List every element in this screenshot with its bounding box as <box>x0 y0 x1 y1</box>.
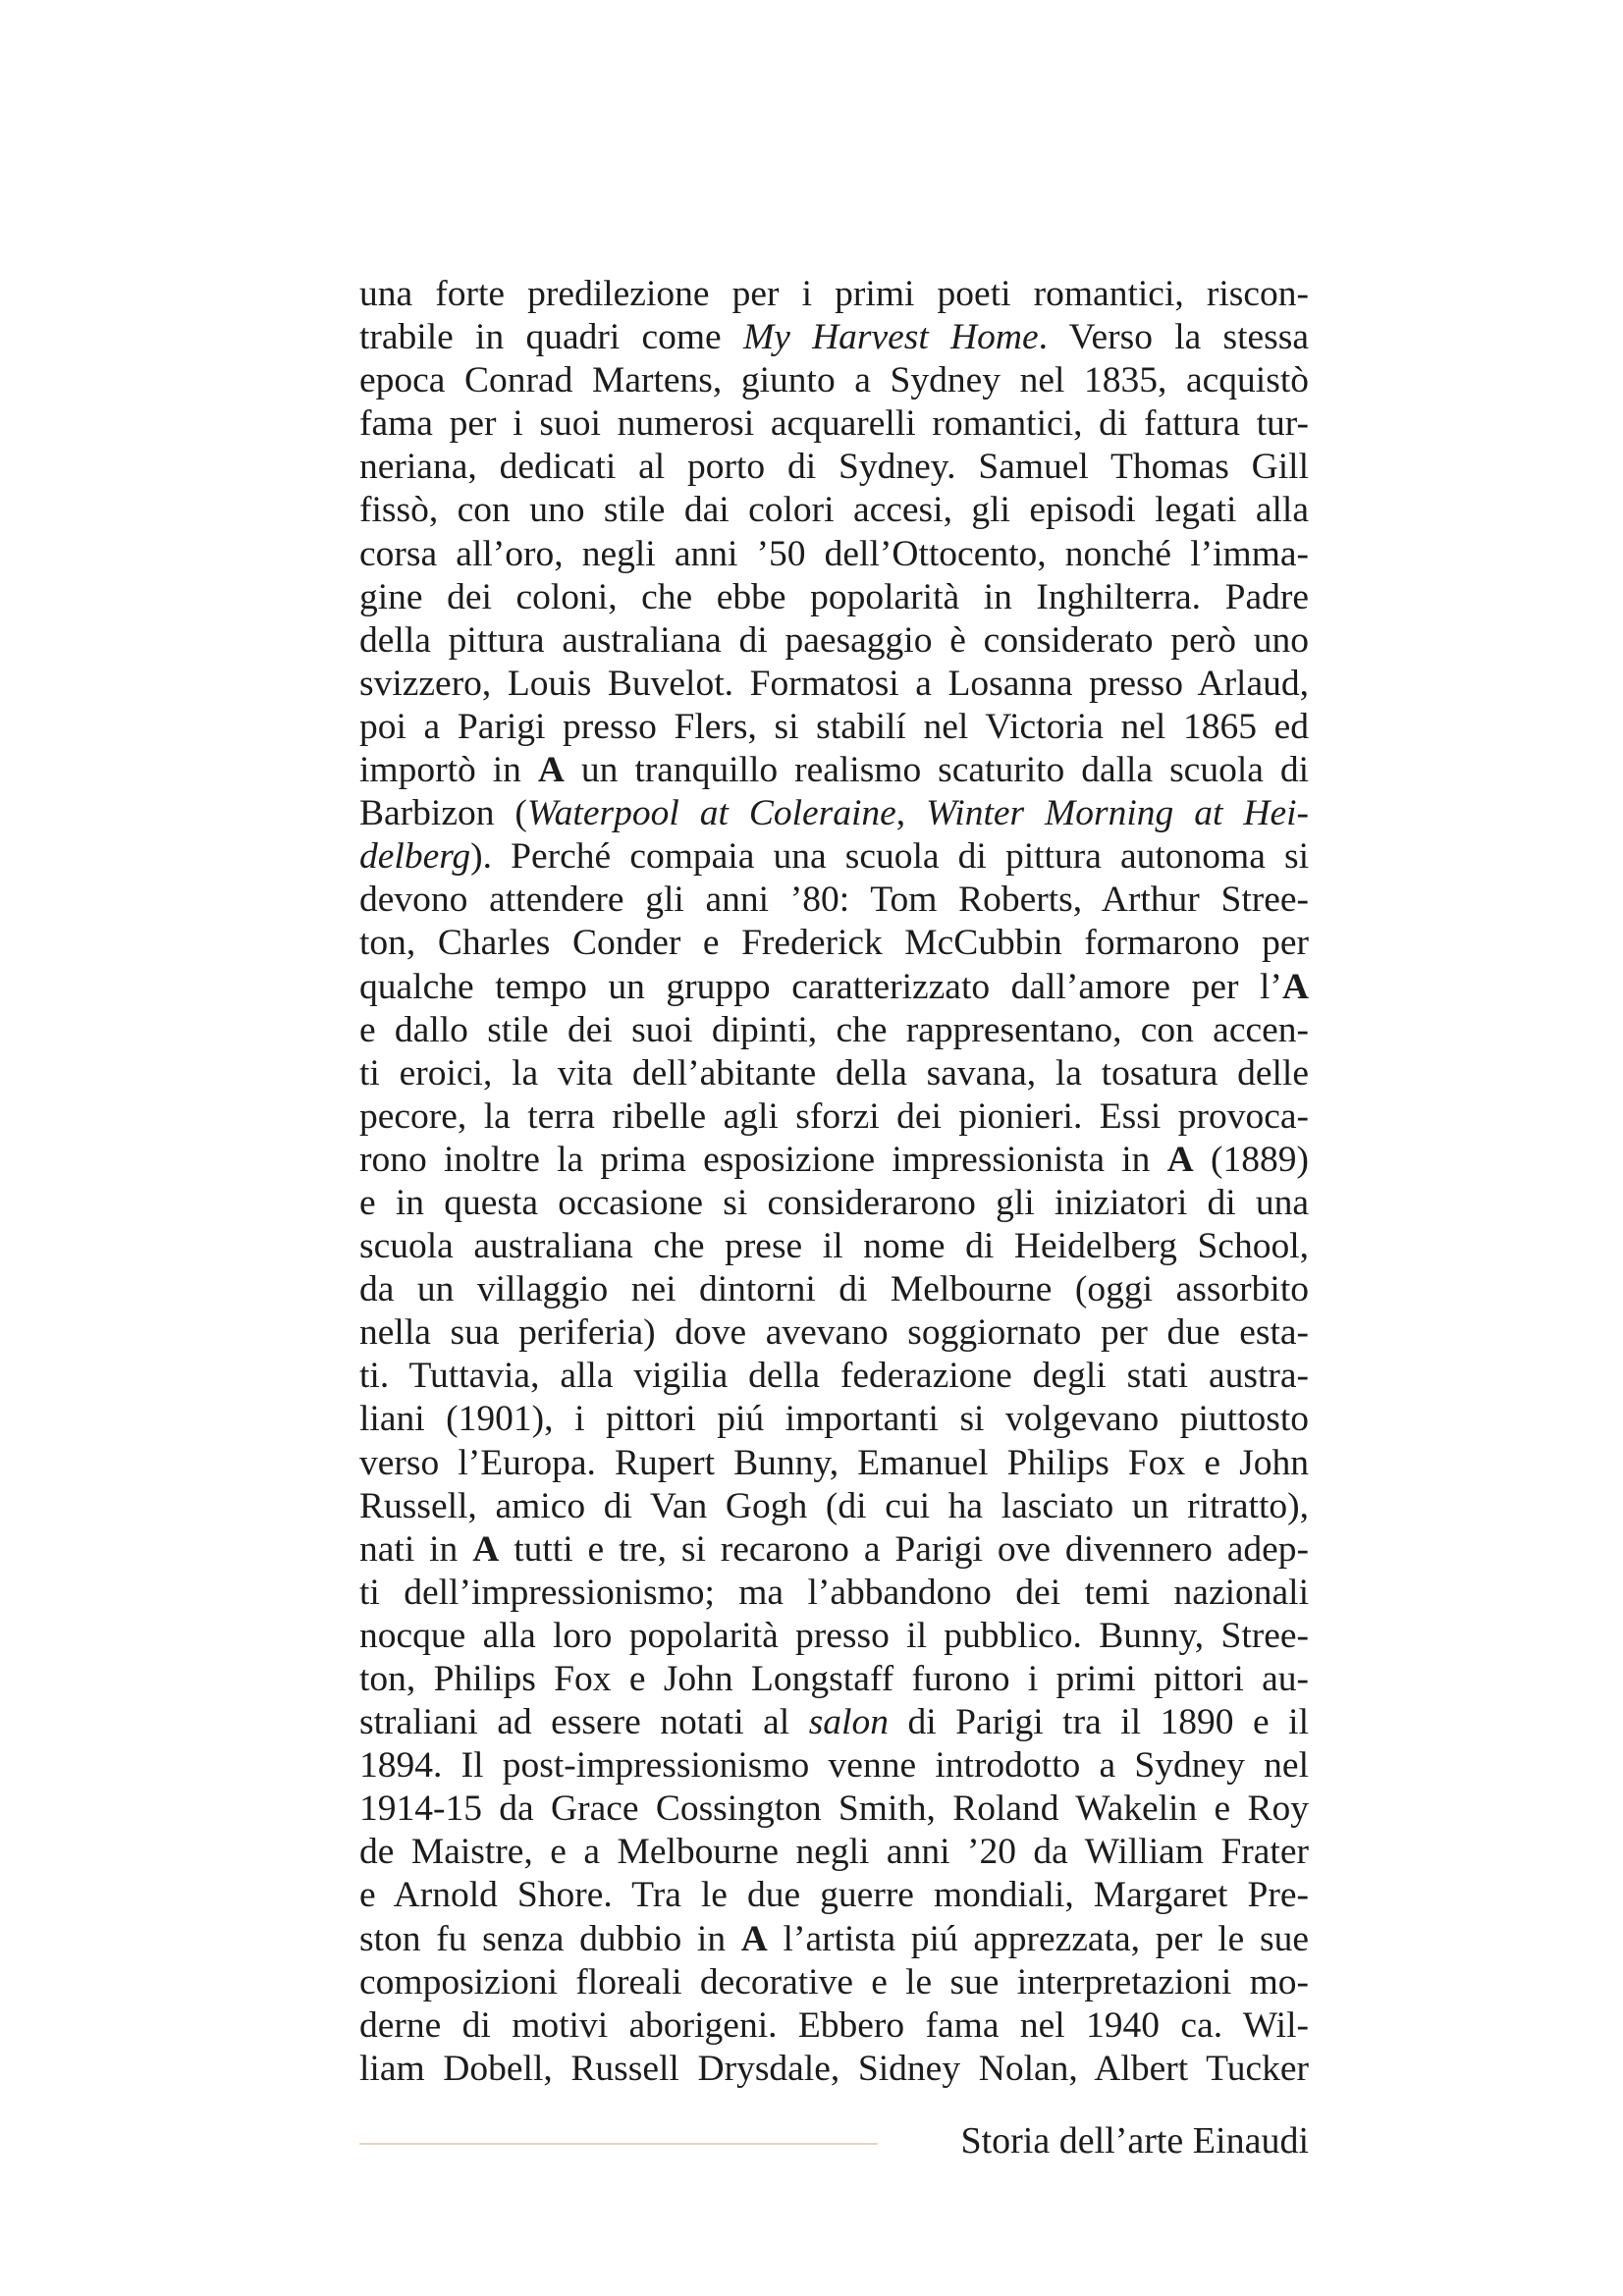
text-line <box>359 316 1309 359</box>
bold-text: A <box>740 1918 768 1959</box>
text-line <box>359 1701 1309 1744</box>
text-line <box>359 402 1309 446</box>
italic-text: Winter Morning at Hei- <box>926 793 1309 834</box>
text-segment: Barbizon ( <box>359 793 527 834</box>
text-line <box>359 576 1309 619</box>
text-line <box>359 2004 1309 2048</box>
text-line <box>359 1528 1309 1572</box>
text-segment: nocque alla loro popolarità presso il pubblico. Bunny, Stree- <box>359 1615 1309 1656</box>
text-segment: Russell, amico di Van Gogh (di cui ha lasciato un ritratto), <box>359 1485 1309 1526</box>
text-segment: fama per i suoi numerosi acquarelli romantici, di fattura tur- <box>359 403 1309 445</box>
text-line <box>359 1398 1309 1441</box>
italic-text: salon <box>808 1702 889 1743</box>
text-segment: ton, Philips Fox e John Longstaff furono i primi pittori au- <box>359 1659 1309 1699</box>
text-line <box>359 1095 1309 1139</box>
bold-text: A <box>1166 1139 1194 1180</box>
text-segment: poi a Parigi presso Flers, si stabilí nel Victoria nel 1865 ed <box>359 706 1309 747</box>
text-line <box>359 1918 1309 1961</box>
text-line <box>359 966 1309 1009</box>
text-line <box>359 1442 1309 1485</box>
text-segment: straliani ad essere notati al <box>359 1702 809 1743</box>
text-segment: rono inoltre la prima esposizione impressionista in <box>359 1139 1167 1180</box>
bold-text: A <box>472 1528 500 1570</box>
text-segment: una forte predilezione per i primi poeti romantici, riscon- <box>359 274 1309 314</box>
text-line <box>359 1961 1309 2004</box>
text-line <box>359 1485 1309 1528</box>
text-line <box>359 2048 1309 2091</box>
italic-text: delberg <box>359 836 471 878</box>
text-line <box>359 1052 1309 1095</box>
text-segment: 1894. Il post-impressionismo venne introdotto a Sydney nel <box>359 1745 1309 1787</box>
body-text <box>359 273 1309 2091</box>
text-segment: di Parigi tra il 1890 e il <box>888 1702 1309 1743</box>
text-segment: trabile in quadri come <box>359 317 743 358</box>
text-segment: nati in <box>359 1528 473 1570</box>
text-line <box>359 749 1309 792</box>
text-line <box>359 1009 1309 1052</box>
text-line <box>359 1182 1309 1225</box>
text-segment: epoca Conrad Martens, giunto a Sydney nel 1835, acquistò <box>359 360 1309 401</box>
text-segment: nella sua periferia) dove avevano soggiornato per due esta- <box>359 1312 1309 1354</box>
text-segment: scuola australiana che prese il nome di Heidelberg School, <box>359 1226 1309 1267</box>
bold-text: A <box>537 750 565 791</box>
text-line <box>359 1744 1309 1788</box>
text-line <box>359 1572 1309 1615</box>
text-segment: , <box>895 793 927 834</box>
text-line <box>359 446 1309 489</box>
text-line <box>359 1831 1309 1874</box>
text-segment: qualche tempo un gruppo caratterizzato dall’amore per l’ <box>359 966 1282 1007</box>
text-segment: derne di motivi aborigeni. Ebbero fama nel 1940 ca. Wil- <box>359 2004 1309 2046</box>
text-line <box>359 706 1309 749</box>
text-segment: fissò, con uno stile dai colori accesi, gli episodi legati alla <box>359 490 1309 531</box>
text-segment: 1914-15 da Grace Cossington Smith, Roland Wakelin e Roy <box>359 1789 1309 1830</box>
text-segment: gine dei coloni, che ebbe popolarità in Inghilterra. Padre <box>359 576 1309 617</box>
text-line <box>359 1268 1309 1311</box>
text-segment: da un villaggio nei dintorni di Melbourne (oggi assorbito <box>359 1269 1309 1310</box>
text-line <box>359 663 1309 706</box>
text-segment: pecore, la terra ribelle agli sforzi dei pionieri. Essi provoca- <box>359 1095 1309 1137</box>
text-line <box>359 359 1309 402</box>
text-segment: composizioni floreali decorative e le sue interpretazioni mo- <box>359 1961 1309 2002</box>
text-line <box>359 1788 1309 1831</box>
text-segment: verso l’Europa. Rupert Bunny, Emanuel Philips Fox e John <box>359 1442 1309 1483</box>
text-line <box>359 1355 1309 1398</box>
text-segment: neriana, dedicati al porto di Sydney. Samuel Thomas Gill <box>359 447 1309 488</box>
text-line <box>359 1139 1309 1182</box>
text-segment: ti eroici, la vita dell’abitante della savana, la tosatura delle <box>359 1052 1309 1094</box>
text-segment: della pittura australiana di paesaggio è considerato però uno <box>359 619 1309 661</box>
text-segment: svizzero, Louis Buvelot. Formatosi a Losanna presso Arlaud, <box>359 663 1309 704</box>
text-line <box>359 1658 1309 1701</box>
text-line <box>359 792 1309 835</box>
text-segment: ). Perché compaia una scuola di pittura autonoma si <box>470 836 1309 878</box>
text-segment: de Maistre, e a Melbourne negli anni ’20 da William Frater <box>359 1832 1309 1873</box>
text-line <box>359 835 1309 879</box>
text-segment: liani (1901), i pittori piú importanti si volgevano piuttosto <box>359 1399 1309 1440</box>
text-segment: liam Dobell, Russell Drysdale, Sidney Nolan, Albert Tucker <box>359 2048 1309 2089</box>
text-segment: e in questa occasione si considerarono gli iniziatori di una <box>359 1182 1309 1223</box>
text-segment: (1889) <box>1193 1139 1309 1180</box>
text-segment: un tranquillo realismo scaturito dalla scuola di <box>564 750 1309 791</box>
text-segment: devono attendere gli anni ’80: Tom Roberts, Arthur Stree- <box>359 880 1309 921</box>
text-line <box>359 1615 1309 1658</box>
text-segment: ton, Charles Conder e Frederick McCubbin formarono per <box>359 923 1309 964</box>
text-segment: tutti e tre, si recarono a Parigi ove divennero adep- <box>499 1528 1309 1570</box>
text-segment: corsa all’oro, negli anni ’50 dell’Ottocento, nonché l’imma- <box>359 533 1309 574</box>
italic-text: My Harvest Home <box>742 317 1039 358</box>
text-segment: e Arnold Shore. Tra le due guerre mondiali, Margaret Pre- <box>359 1875 1309 1916</box>
text-segment: ston fu senza dubbio in <box>359 1918 741 1959</box>
text-segment: l’artista piú apprezzata, per le sue <box>767 1918 1309 1959</box>
text-segment: ti. Tuttavia, alla vigilia della federazione degli stati austra- <box>359 1356 1309 1397</box>
italic-text: Waterpool at Coleraine <box>526 793 896 834</box>
text-line <box>359 489 1309 532</box>
text-segment: . Verso la stessa <box>1038 317 1309 358</box>
footer-rule <box>359 2143 878 2145</box>
text-line <box>359 619 1309 663</box>
text-line <box>359 879 1309 922</box>
text-line <box>359 1225 1309 1268</box>
text-segment: e dallo stile dei suoi dipinti, che rappresentano, con accen- <box>359 1009 1309 1050</box>
text-segment: ti dell’impressionismo; ma l’abbandono dei temi nazionali <box>359 1572 1309 1613</box>
text-line <box>359 1874 1309 1917</box>
footer-title: Storia dell’arte Einaudi <box>960 2120 1309 2162</box>
text-segment: importò in <box>359 750 538 791</box>
text-line <box>359 273 1309 316</box>
text-line <box>359 922 1309 965</box>
text-line <box>359 533 1309 576</box>
text-line <box>359 1311 1309 1355</box>
bold-text: A <box>1281 966 1309 1007</box>
